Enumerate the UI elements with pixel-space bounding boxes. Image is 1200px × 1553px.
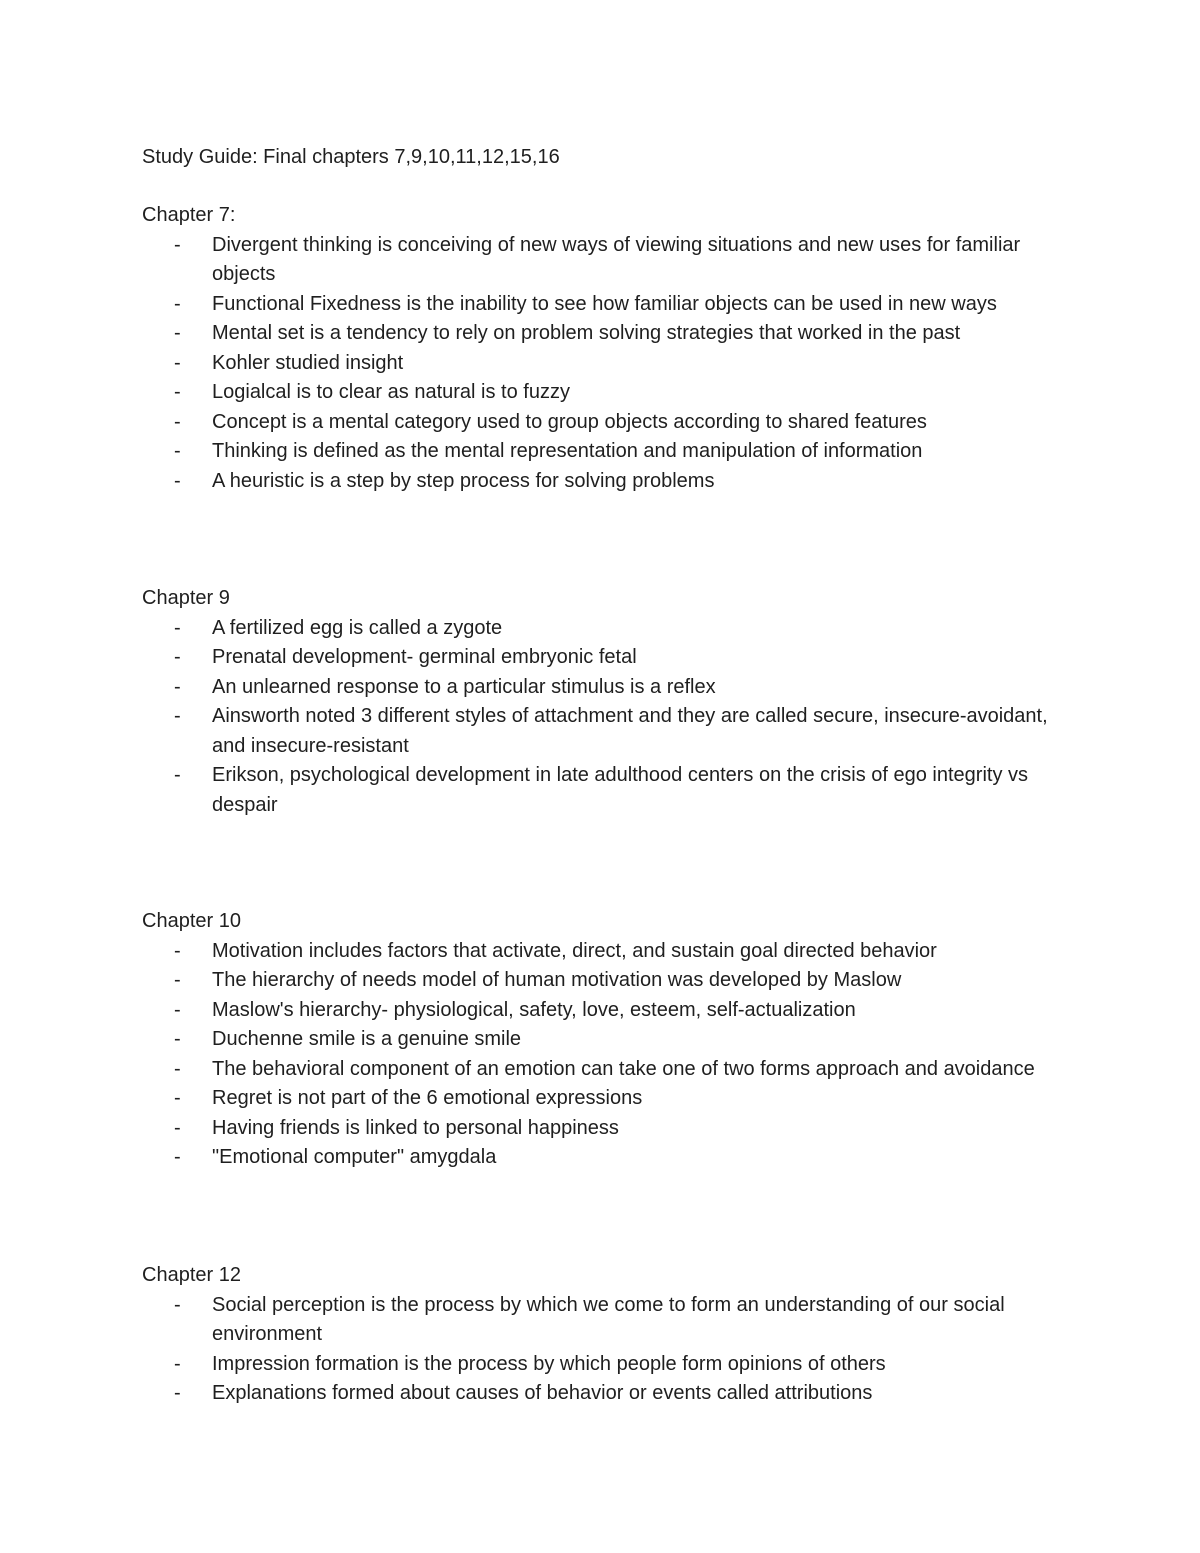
- list-item-text: Mental set is a tendency to rely on problem solving strategies that worked in the past: [212, 322, 961, 344]
- list-item: [142, 673, 1082, 703]
- list-item-text: Social perception is the process by which we come to form an understanding of our social environment: [212, 1293, 1005, 1345]
- dash-bullet: -: [174, 1087, 181, 1109]
- list-item-text: Motivation includes factors that activate, direct, and sustain goal directed behavior: [212, 939, 937, 962]
- list-item: [142, 643, 1082, 673]
- list-item: [142, 614, 1082, 644]
- section-heading: Chapter 9: [142, 587, 230, 609]
- section-heading: Chapter 12: [142, 1264, 241, 1286]
- section-heading: Chapter 10: [142, 910, 241, 932]
- list-item-text: Functional Fixedness is the inability to see how familiar objects can be used in new ways: [212, 292, 997, 315]
- list-item: [142, 1084, 1082, 1114]
- list-item: [142, 1025, 1082, 1055]
- dash-bullet: -: [174, 764, 181, 786]
- list-item-text: An unlearned response to a particular stimulus is a reflex: [212, 675, 716, 698]
- document-title: Study Guide: Final chapters 7,9,10,11,12,15,16: [142, 146, 560, 168]
- dash-bullet: -: [174, 410, 181, 433]
- list-item: [142, 966, 1082, 996]
- list-item: [142, 702, 1082, 761]
- section-chapter-9: [142, 584, 1082, 820]
- list-item-text: Prenatal development- germinal embryonic fetal: [212, 646, 637, 668]
- list-item: [142, 1350, 1082, 1380]
- list-item: [142, 290, 1082, 320]
- dash-bullet: -: [174, 381, 181, 403]
- dash-bullet: -: [174, 1116, 181, 1139]
- dash-bullet: -: [174, 998, 181, 1021]
- dash-bullet: -: [174, 969, 181, 991]
- dash-bullet: -: [174, 705, 181, 727]
- dash-bullet: -: [174, 292, 181, 315]
- dash-bullet: -: [174, 1382, 181, 1404]
- list-item-text: Explanations formed about causes of behavior or events called attributions: [212, 1382, 873, 1404]
- list-item-text: Divergent thinking is conceiving of new ways of viewing situations and new uses for familiar objects: [212, 233, 1021, 285]
- list-item: [142, 937, 1082, 967]
- list-item-text: Thinking is defined as the mental representation and manipulation of information: [212, 440, 923, 462]
- bullet-list: [142, 937, 1082, 1173]
- list-item: [142, 408, 1082, 438]
- dash-bullet: -: [174, 322, 181, 344]
- dash-bullet: -: [174, 616, 181, 639]
- dash-bullet: -: [174, 440, 181, 462]
- list-item-text: Duchenne smile is a genuine smile: [212, 1028, 522, 1050]
- list-item: [142, 1291, 1082, 1350]
- list-item: [142, 378, 1082, 408]
- dash-bullet: -: [174, 469, 181, 492]
- list-item: [142, 1114, 1082, 1144]
- section-chapter-7: [142, 201, 1082, 496]
- list-item: [142, 1143, 1082, 1173]
- list-item-text: Concept is a mental category used to group objects according to shared features: [212, 410, 927, 433]
- list-item: [142, 761, 1082, 820]
- list-item: [142, 231, 1082, 290]
- list-item-text: Erikson, psychological development in late adulthood centers on the crisis of ego integrity vs despair: [212, 764, 1029, 816]
- list-item-text: Ainsworth noted 3 different styles of attachment and they are called secure, insecure-avoidant, and insecure-resistant: [212, 705, 1048, 757]
- list-item-text: Impression formation is the process by which people form opinions of others: [212, 1352, 886, 1375]
- section-chapter-12: [142, 1261, 1082, 1409]
- list-item: [142, 437, 1082, 467]
- list-item-text: Having friends is linked to personal happiness: [212, 1116, 619, 1139]
- list-item: [142, 349, 1082, 379]
- dash-bullet: -: [174, 233, 181, 256]
- list-item-text: A heuristic is a step by step process for solving problems: [212, 469, 715, 492]
- list-item: [142, 1055, 1082, 1085]
- bullet-list: [142, 1291, 1082, 1409]
- list-item: [142, 319, 1082, 349]
- dash-bullet: -: [174, 1293, 181, 1316]
- list-item-text: A fertilized egg is called a zygote: [212, 616, 503, 639]
- list-item: [142, 1379, 1082, 1409]
- section-chapter-10: [142, 907, 1082, 1173]
- dash-bullet: -: [174, 1146, 181, 1168]
- list-item-text: "Emotional computer" amygdala: [212, 1146, 497, 1168]
- dash-bullet: -: [174, 939, 181, 962]
- dash-bullet: -: [174, 1057, 181, 1080]
- list-item-text: Maslow's hierarchy- physiological, safety, love, esteem, self-actualization: [212, 998, 856, 1021]
- bullet-list: [142, 231, 1082, 497]
- list-item-text: The behavioral component of an emotion can take one of two forms approach and avoidance: [212, 1057, 1035, 1080]
- list-item-text: Kohler studied insight: [212, 351, 404, 374]
- section-heading: Chapter 7:: [142, 204, 236, 226]
- dash-bullet: -: [174, 351, 181, 374]
- list-item: [142, 996, 1082, 1026]
- dash-bullet: -: [174, 675, 181, 698]
- list-item-text: The hierarchy of needs model of human motivation was developed by Maslow: [212, 969, 902, 991]
- dash-bullet: -: [174, 1352, 181, 1375]
- list-item-text: Logialcal is to clear as natural is to fuzzy: [212, 381, 570, 403]
- dash-bullet: -: [174, 646, 181, 668]
- list-item-text: Regret is not part of the 6 emotional expressions: [212, 1087, 643, 1109]
- list-item: [142, 467, 1082, 497]
- dash-bullet: -: [174, 1028, 181, 1050]
- bullet-list: [142, 614, 1082, 821]
